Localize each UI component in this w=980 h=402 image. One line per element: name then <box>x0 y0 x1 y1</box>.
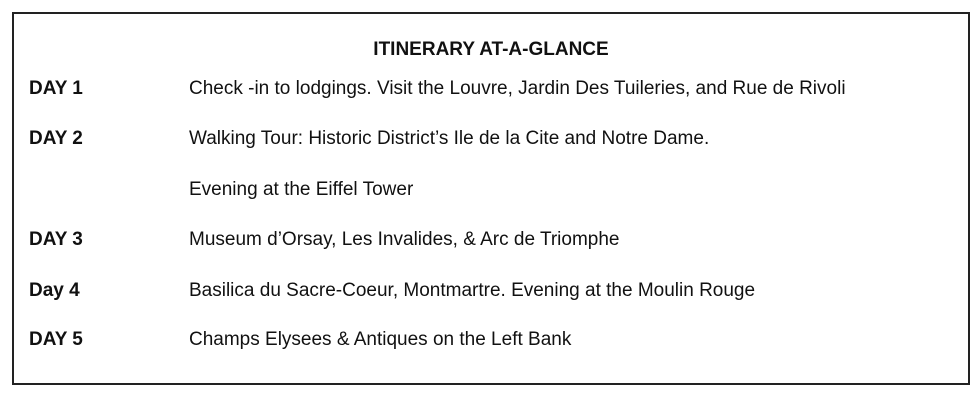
day-description: Walking Tour: Historic District’s Ile de la Cite and Notre Dame. <box>189 128 710 149</box>
day-label: DAY 1 <box>29 78 83 99</box>
day-description: Check -in to lodgings. Visit the Louvre, Jardin Des Tuileries, and Rue de Rivoli <box>189 78 846 99</box>
day-label: DAY 3 <box>29 229 83 250</box>
itinerary-row-day-3 <box>14 227 968 253</box>
day-label: DAY 2 <box>29 128 83 149</box>
itinerary-row-day-5 <box>14 327 968 353</box>
itinerary-row-day-2 <box>14 126 968 152</box>
day-label: DAY 5 <box>29 329 83 350</box>
day-description: Museum d’Orsay, Les Invalides, & Arc de Triomphe <box>189 229 620 250</box>
day-description: Champs Elysees & Antiques on the Left Bank <box>189 329 572 350</box>
itinerary-row-day-4 <box>14 278 968 304</box>
day-label: Day 4 <box>29 280 80 301</box>
itinerary-title: ITINERARY AT-A-GLANCE <box>373 39 609 60</box>
itinerary-box <box>12 12 970 385</box>
day-description: Evening at the Eiffel Tower <box>189 179 414 200</box>
day-description: Basilica du Sacre-Coeur, Montmartre. Evening at the Moulin Rouge <box>189 280 756 301</box>
itinerary-row-day-2-continued <box>14 177 968 203</box>
itinerary-row-day-1 <box>14 76 968 102</box>
